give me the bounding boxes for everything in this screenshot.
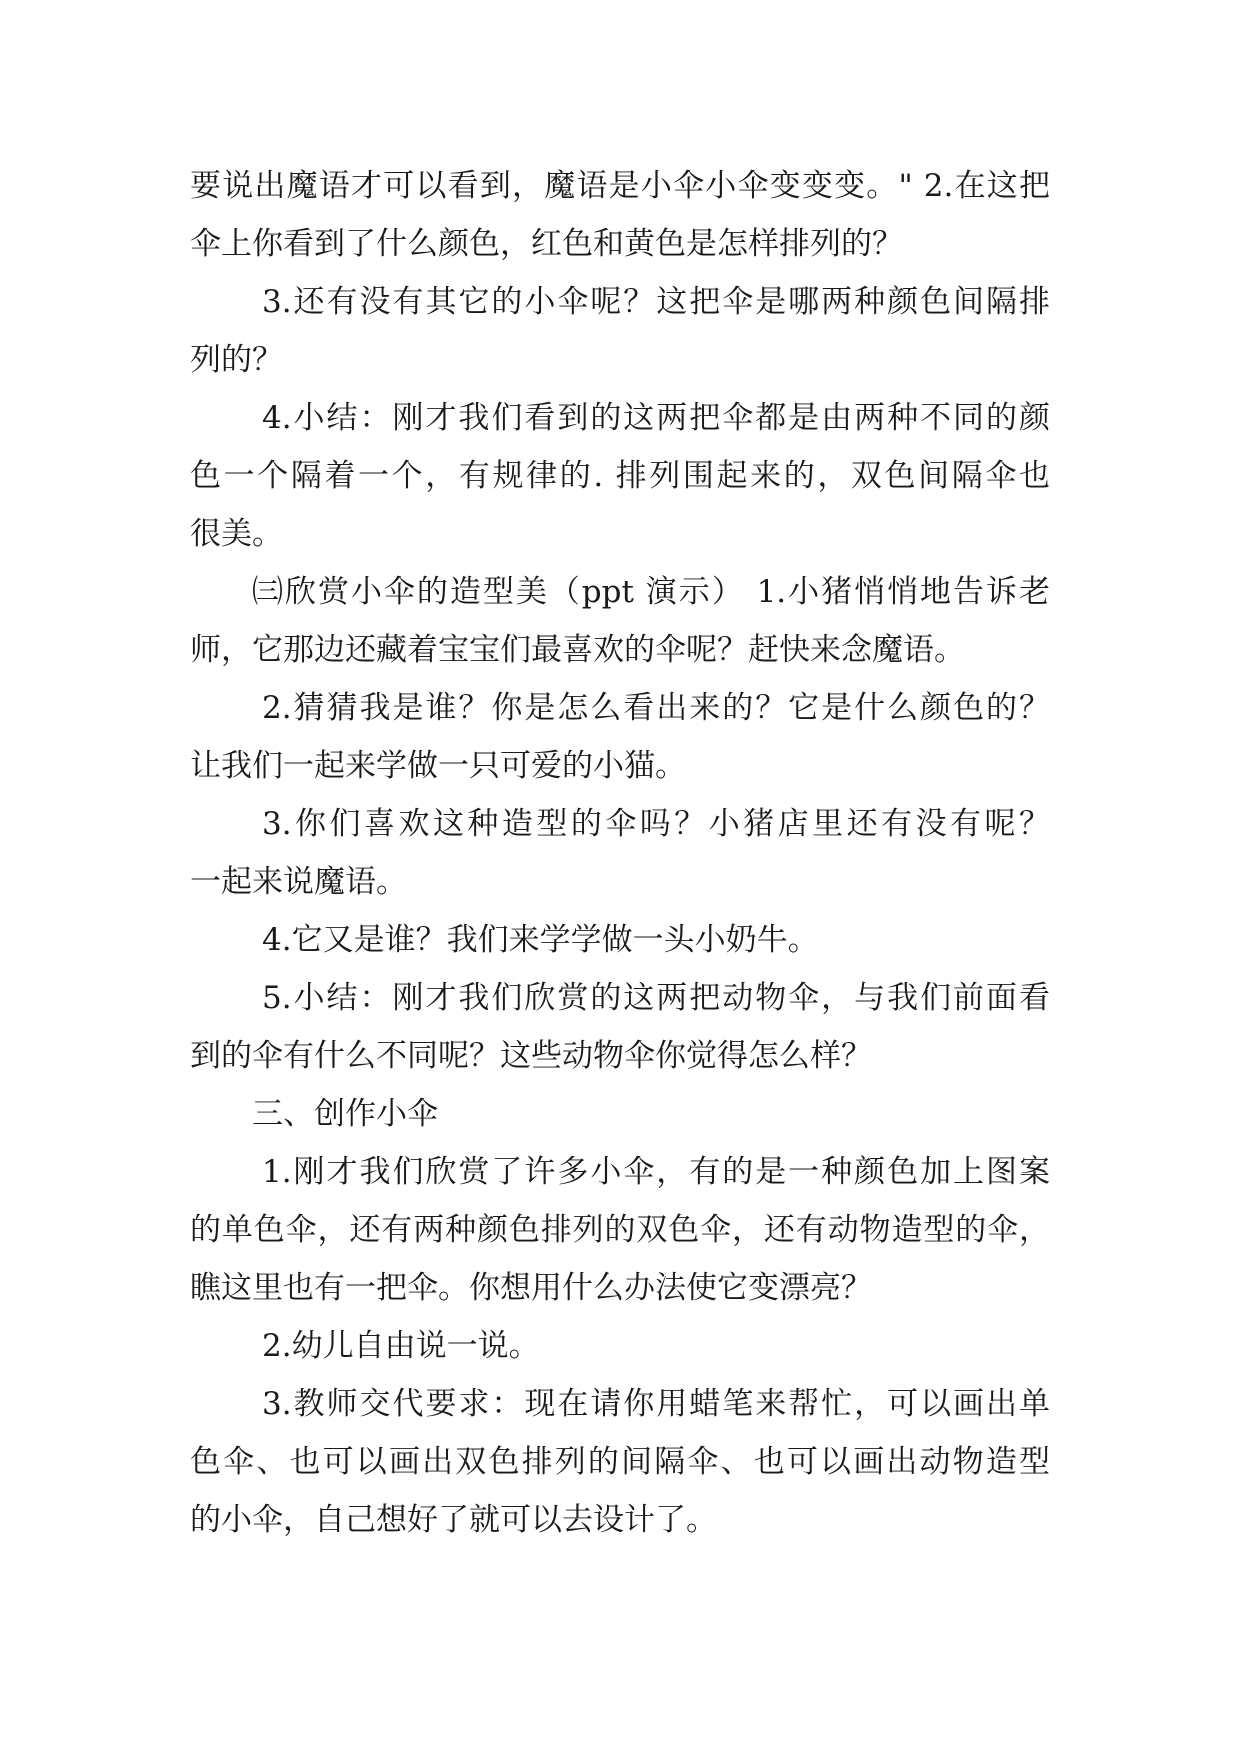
text-line: 色一个隔着一个，有规律的. 排列围起来的，双色间隔伞也: [190, 458, 1050, 494]
text-line: 瞧这里也有一把伞。你想用什么办法使它变漂亮？: [190, 1270, 872, 1306]
text-line: 到的伞有什么不同呢？这些动物伞你觉得怎么样？: [190, 1038, 872, 1074]
text-line: 2.幼儿自由说一说。: [262, 1328, 540, 1364]
text-line: 伞上你看到了什么颜色，红色和黄色是怎样排列的？: [190, 226, 903, 262]
text-line: 3.还有没有其它的小伞呢？这把伞是哪两种颜色间隔排: [262, 284, 1050, 320]
text-line: 4.小结：刚才我们看到的这两把伞都是由两种不同的颜: [262, 400, 1050, 436]
text-line: 3.你们喜欢这种造型的伞吗？小猪店里还有没有呢？: [262, 806, 1050, 842]
text-line: 5.小结：刚才我们欣赏的这两把动物伞，与我们前面看: [262, 980, 1050, 1016]
text-line: 一起来说魔语。: [190, 864, 407, 900]
text-line: ㈢欣赏小伞的造型美（ppt 演示） 1.小猪悄悄地告诉老: [252, 574, 1050, 610]
text-line: 很美。: [190, 516, 283, 552]
text-line: 色伞、也可以画出双色排列的间隔伞、也可以画出动物造型: [190, 1444, 1050, 1480]
text-line: 4.它又是谁？我们来学学做一头小奶牛。: [262, 922, 819, 958]
text-line: 让我们一起来学做一只可爱的小猫。: [190, 748, 686, 784]
text-line: 3.教师交代要求：现在请你用蜡笔来帮忙，可以画出单: [262, 1386, 1050, 1422]
text-line: 要说出魔语才可以看到，魔语是小伞小伞变变变。" 2.在这把: [190, 168, 1050, 204]
text-line: 师，它那边还藏着宝宝们最喜欢的伞呢？赶快来念魔语。: [190, 632, 965, 668]
text-line: 的小伞，自己想好了就可以去设计了。: [190, 1502, 717, 1538]
text-line: 列的？: [190, 342, 283, 378]
text-line: 的单色伞，还有两种颜色排列的双色伞，还有动物造型的伞，: [190, 1212, 1050, 1248]
text-line: 2.猜猜我是谁？你是怎么看出来的？它是什么颜色的？: [262, 690, 1050, 726]
section-heading: 三、创作小伞: [252, 1096, 438, 1132]
text-line: 1.刚才我们欣赏了许多小伞，有的是一种颜色加上图案: [262, 1154, 1050, 1190]
